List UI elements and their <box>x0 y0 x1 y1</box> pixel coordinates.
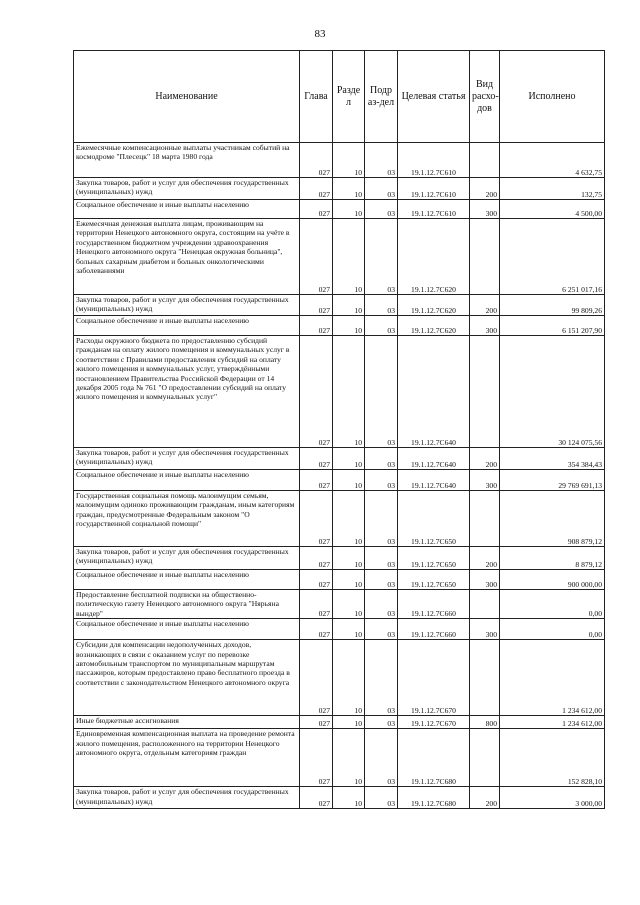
cell-celevaya: 19.1.12.7С640 <box>398 448 470 470</box>
cell-razdel: 10 <box>333 547 365 570</box>
cell-podrazdel: 03 <box>365 640 398 716</box>
cell-ispolneno: 0,00 <box>500 619 605 640</box>
cell-celevaya: 19.1.12.7С650 <box>398 491 470 547</box>
cell-name: Субсидии для компенсации недополученных доходов, возникающих в связи с оказанием услуг по перевозке автомобильным транспортом по муниципальным маршрутам пассажиров, которым предоставлено право бесплатного проезда в соответствии с законодательством Ненецкого автономного округа <box>74 640 300 716</box>
header-name: Наименование <box>74 51 300 143</box>
header-razdel: Разде л <box>333 51 365 143</box>
cell-vid <box>470 729 500 787</box>
cell-glava: 027 <box>300 547 333 570</box>
table-row <box>74 178 605 200</box>
cell-celevaya: 19.1.12.7С620 <box>398 295 470 316</box>
cell-vid: 300 <box>470 570 500 590</box>
cell-podrazdel: 03 <box>365 619 398 640</box>
table-row <box>74 295 605 316</box>
cell-name: Социальное обеспечение и иные выплаты населению <box>74 470 300 491</box>
cell-ispolneno: 6 251 017,16 <box>500 219 605 295</box>
cell-vid: 200 <box>470 178 500 200</box>
cell-celevaya: 19.1.12.7С680 <box>398 787 470 809</box>
header-row <box>74 51 605 143</box>
table-row <box>74 143 605 178</box>
cell-razdel: 10 <box>333 143 365 178</box>
header-vid: Вид расхо- дов <box>470 51 500 143</box>
cell-vid: 200 <box>470 787 500 809</box>
cell-glava: 027 <box>300 470 333 491</box>
cell-podrazdel: 03 <box>365 178 398 200</box>
cell-vid <box>470 143 500 178</box>
cell-ispolneno: 0,00 <box>500 590 605 619</box>
cell-name: Расходы окружного бюджета по предоставлению субсидий гражданам на оплату жилого помещения и коммунальных услуг в соответствии с Правилами предоставления субсидий на оплату жилого помещения и коммунальных услуг, утверждёнными постановлением Правительства Российской Федерации от 14 декабря 2005 года № 761 "О предоставлении субсидий на оплату жилого помещения и коммунальных услуг" <box>74 336 300 448</box>
cell-podrazdel: 03 <box>365 491 398 547</box>
cell-vid: 200 <box>470 547 500 570</box>
table-row <box>74 590 605 619</box>
cell-vid <box>470 640 500 716</box>
cell-vid <box>470 336 500 448</box>
cell-razdel: 10 <box>333 716 365 729</box>
cell-ispolneno: 4 632,75 <box>500 143 605 178</box>
cell-podrazdel: 03 <box>365 590 398 619</box>
cell-ispolneno: 354 384,43 <box>500 448 605 470</box>
cell-celevaya: 19.1.12.7С650 <box>398 547 470 570</box>
budget-table <box>73 50 605 809</box>
cell-celevaya: 19.1.12.7С610 <box>398 178 470 200</box>
cell-podrazdel: 03 <box>365 570 398 590</box>
cell-podrazdel: 03 <box>365 787 398 809</box>
table-row <box>74 336 605 448</box>
cell-podrazdel: 03 <box>365 729 398 787</box>
table-body <box>74 143 605 809</box>
cell-vid: 200 <box>470 448 500 470</box>
cell-ispolneno: 132,75 <box>500 178 605 200</box>
cell-glava: 027 <box>300 787 333 809</box>
table-row <box>74 547 605 570</box>
cell-celevaya: 19.1.12.7С660 <box>398 590 470 619</box>
cell-vid: 300 <box>470 200 500 219</box>
table-row <box>74 219 605 295</box>
table-row <box>74 448 605 470</box>
table-row <box>74 316 605 336</box>
table-row <box>74 640 605 716</box>
cell-glava: 027 <box>300 143 333 178</box>
cell-ispolneno: 8 879,12 <box>500 547 605 570</box>
header-glava: Глава <box>300 51 333 143</box>
cell-ispolneno: 900 000,00 <box>500 570 605 590</box>
cell-razdel: 10 <box>333 336 365 448</box>
header-celevaya: Целевая статья <box>398 51 470 143</box>
cell-celevaya: 19.1.12.7С680 <box>398 729 470 787</box>
cell-celevaya: 19.1.12.7С620 <box>398 219 470 295</box>
cell-razdel: 10 <box>333 640 365 716</box>
cell-podrazdel: 03 <box>365 295 398 316</box>
table-row <box>74 570 605 590</box>
cell-razdel: 10 <box>333 590 365 619</box>
cell-razdel: 10 <box>333 219 365 295</box>
cell-podrazdel: 03 <box>365 219 398 295</box>
cell-razdel: 10 <box>333 178 365 200</box>
cell-glava: 027 <box>300 178 333 200</box>
table-row <box>74 491 605 547</box>
cell-podrazdel: 03 <box>365 448 398 470</box>
cell-name: Предоставление бесплатной подписки на общественно-политическую газету Ненецкого автономного округа "Нярьяна вындер" <box>74 590 300 619</box>
cell-glava: 027 <box>300 491 333 547</box>
table-row <box>74 716 605 729</box>
cell-podrazdel: 03 <box>365 547 398 570</box>
cell-glava: 027 <box>300 590 333 619</box>
cell-glava: 027 <box>300 200 333 219</box>
cell-podrazdel: 03 <box>365 200 398 219</box>
cell-name: Социальное обеспечение и иные выплаты населению <box>74 200 300 219</box>
cell-vid: 200 <box>470 295 500 316</box>
cell-glava: 027 <box>300 316 333 336</box>
table-row <box>74 200 605 219</box>
cell-podrazdel: 03 <box>365 143 398 178</box>
cell-razdel: 10 <box>333 470 365 491</box>
cell-ispolneno: 3 000,00 <box>500 787 605 809</box>
cell-glava: 027 <box>300 729 333 787</box>
cell-name: Единовременная компенсационная выплата на проведение ремонта жилого помещения, расположенного на территории Ненецкого автономного округа, отдельным категориям граждан <box>74 729 300 787</box>
cell-name: Социальное обеспечение и иные выплаты населению <box>74 316 300 336</box>
cell-ispolneno: 6 151 207,90 <box>500 316 605 336</box>
cell-razdel: 10 <box>333 619 365 640</box>
cell-podrazdel: 03 <box>365 470 398 491</box>
cell-vid <box>470 590 500 619</box>
cell-ispolneno: 1 234 612,00 <box>500 640 605 716</box>
cell-vid: 300 <box>470 619 500 640</box>
cell-podrazdel: 03 <box>365 336 398 448</box>
cell-podrazdel: 03 <box>365 316 398 336</box>
cell-name: Государственная социальная помощь малоимущим семьям, малоимущим одиноко проживающим гражданам, иным категориям граждан, предусмотренные Федеральным законом "О государственной социальной помощи" <box>74 491 300 547</box>
cell-celevaya: 19.1.12.7С670 <box>398 716 470 729</box>
cell-celevaya: 19.1.12.7С610 <box>398 200 470 219</box>
cell-vid <box>470 491 500 547</box>
cell-name: Ежемесячная денежная выплата лицам, проживающим на территории Ненецкого автономного округа, состоящим на учёте в государственном бюджетном учреждении здравоохранения Ненецкого автономного округа "Ненецкая окружная больница", больных сахарным диабетом и больных онкологическими заболеваниями <box>74 219 300 295</box>
cell-glava: 027 <box>300 448 333 470</box>
cell-podrazdel: 03 <box>365 716 398 729</box>
table-row <box>74 619 605 640</box>
header-ispolneno: Исполнено <box>500 51 605 143</box>
cell-celevaya: 19.1.12.7С640 <box>398 470 470 491</box>
table-row <box>74 470 605 491</box>
cell-razdel: 10 <box>333 787 365 809</box>
cell-ispolneno: 1 234 612,00 <box>500 716 605 729</box>
cell-glava: 027 <box>300 295 333 316</box>
cell-celevaya: 19.1.12.7С620 <box>398 316 470 336</box>
cell-glava: 027 <box>300 716 333 729</box>
cell-ispolneno: 29 769 691,13 <box>500 470 605 491</box>
cell-celevaya: 19.1.12.7С650 <box>398 570 470 590</box>
cell-vid: 300 <box>470 470 500 491</box>
cell-ispolneno: 30 124 075,56 <box>500 336 605 448</box>
cell-vid <box>470 219 500 295</box>
cell-name: Социальное обеспечение и иные выплаты населению <box>74 619 300 640</box>
cell-razdel: 10 <box>333 448 365 470</box>
cell-ispolneno: 99 809,26 <box>500 295 605 316</box>
cell-name: Иные бюджетные ассигнования <box>74 716 300 729</box>
table-row <box>74 729 605 787</box>
cell-glava: 027 <box>300 219 333 295</box>
cell-vid: 300 <box>470 316 500 336</box>
page-number: 83 <box>314 28 326 40</box>
cell-name: Закупка товаров, работ и услуг для обеспечения государственных (муниципальных) нужд <box>74 178 300 200</box>
cell-celevaya: 19.1.12.7С670 <box>398 640 470 716</box>
cell-ispolneno: 152 828,10 <box>500 729 605 787</box>
cell-glava: 027 <box>300 570 333 590</box>
cell-name: Закупка товаров, работ и услуг для обеспечения государственных (муниципальных) нужд <box>74 787 300 809</box>
cell-ispolneno: 4 500,00 <box>500 200 605 219</box>
cell-name: Закупка товаров, работ и услуг для обеспечения государственных (муниципальных) нужд <box>74 295 300 316</box>
cell-celevaya: 19.1.12.7С660 <box>398 619 470 640</box>
header-podrazdel: Подр аз-дел <box>365 51 398 143</box>
cell-name: Закупка товаров, работ и услуг для обеспечения государственных (муниципальных) нужд <box>74 547 300 570</box>
cell-glava: 027 <box>300 640 333 716</box>
cell-razdel: 10 <box>333 491 365 547</box>
cell-razdel: 10 <box>333 729 365 787</box>
cell-celevaya: 19.1.12.7С640 <box>398 336 470 448</box>
cell-ispolneno: 908 879,12 <box>500 491 605 547</box>
cell-razdel: 10 <box>333 200 365 219</box>
cell-vid: 800 <box>470 716 500 729</box>
table-row <box>74 787 605 809</box>
cell-razdel: 10 <box>333 570 365 590</box>
cell-razdel: 10 <box>333 295 365 316</box>
cell-glava: 027 <box>300 336 333 448</box>
cell-name: Закупка товаров, работ и услуг для обеспечения государственных (муниципальных) нужд <box>74 448 300 470</box>
cell-razdel: 10 <box>333 316 365 336</box>
cell-glava: 027 <box>300 619 333 640</box>
cell-name: Ежемесячные компенсационные выплаты участникам событий на космодроме "Плесецк" 18 марта 1980 года <box>74 143 300 178</box>
cell-celevaya: 19.1.12.7С610 <box>398 143 470 178</box>
cell-name: Социальное обеспечение и иные выплаты населению <box>74 570 300 590</box>
